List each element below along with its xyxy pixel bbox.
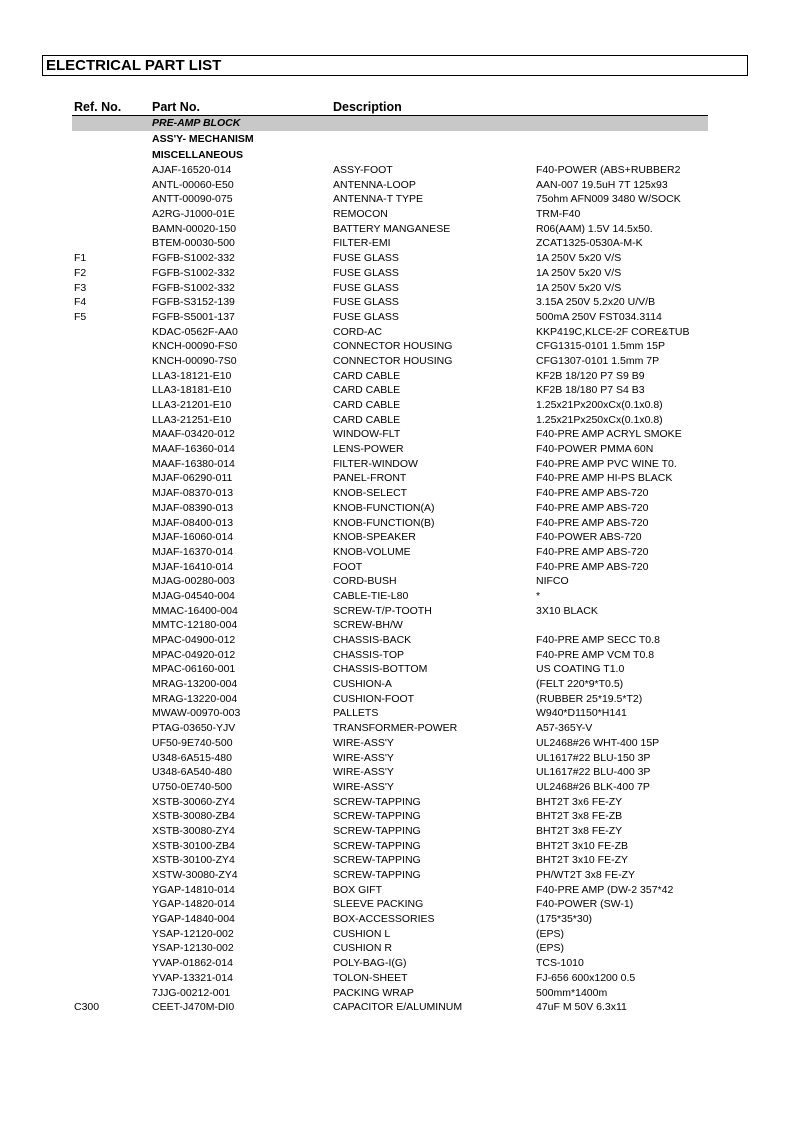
- part-no-cell: XSTB-30100-ZB4: [152, 839, 235, 852]
- table-row: [0, 442, 793, 457]
- description-cell: SCREW-TAPPING: [333, 795, 421, 808]
- description-cell: PALLETS: [333, 707, 379, 720]
- part-no-cell: U750-0E740-500: [152, 780, 232, 793]
- description-cell: SCREW-TAPPING: [333, 824, 421, 837]
- table-row: [0, 706, 793, 721]
- ref-cell: F4: [74, 296, 87, 309]
- description-cell: POLY-BAG-I(G): [333, 957, 407, 970]
- part-no-cell: MAAF-03420-012: [152, 428, 235, 441]
- table-row: [0, 192, 793, 207]
- spec-cell: F40-PRE AMP PVC WINE T0.: [536, 457, 677, 470]
- table-row: [0, 545, 793, 560]
- part-no-cell: MJAG-00280-003: [152, 575, 235, 588]
- spec-cell: 47uF M 50V 6.3x11: [536, 1001, 627, 1014]
- description-cell: PANEL-FRONT: [333, 472, 407, 485]
- table-row: [0, 516, 793, 531]
- part-no-cell: FGFB-S1002-332: [152, 266, 235, 279]
- description-cell: KNOB-FUNCTION(A): [333, 501, 435, 514]
- part-no-cell: PTAG-03650-YJV: [152, 722, 236, 735]
- spec-cell: F40-PRE AMP VCM T0.8: [536, 648, 655, 661]
- spec-cell: F40-PRE AMP SECC T0.8: [536, 634, 660, 646]
- spec-cell: BHT2T 3x8 FE-ZB: [536, 810, 623, 823]
- part-no-cell: ANTL-00060-E50: [152, 178, 234, 191]
- description-cell: LENS-POWER: [333, 443, 404, 456]
- spec-cell: (EPS): [536, 942, 565, 955]
- table-row: [0, 471, 793, 486]
- description-cell: CHASSIS-TOP: [333, 648, 404, 661]
- description-cell: PACKING WRAP: [333, 986, 414, 999]
- table-row: [0, 780, 793, 795]
- description-cell: CUSHION-A: [333, 678, 392, 691]
- spec-cell: (175*35*30): [536, 913, 593, 926]
- part-no-cell: KDAC-0562F-AA0: [152, 325, 238, 338]
- ref-cell: F3: [74, 281, 87, 294]
- part-no-cell: UF50-9E740-500: [152, 736, 233, 749]
- description-cell: TOLON-SHEET: [333, 971, 408, 984]
- part-no-cell: MJAF-08400-013: [152, 516, 234, 529]
- description-cell: CAPACITOR E/ALUMINUM: [333, 1001, 463, 1014]
- part-no-cell: FGFB-S3152-139: [152, 296, 235, 309]
- spec-cell: F40-POWER ABS-720: [536, 531, 642, 544]
- part-no-cell: MPAC-04900-012: [152, 634, 236, 646]
- description-cell: SCREW-T/P-TOOTH: [333, 604, 432, 617]
- part-no-cell: CEET-J470M-DI0: [152, 1001, 235, 1014]
- description-cell: CUSHION-FOOT: [333, 692, 415, 705]
- table-row: [0, 618, 793, 633]
- part-no-cell: KNCH-00090-FS0: [152, 340, 238, 353]
- part-no-cell: YGAP-14840-004: [152, 913, 235, 926]
- part-no-cell: XSTW-30080-ZY4: [152, 869, 238, 881]
- spec-cell: A57-365Y-V: [536, 722, 593, 735]
- description-cell: CHASSIS-BACK: [333, 634, 412, 646]
- part-no-cell: MRAG-13200-004: [152, 678, 238, 691]
- part-no-cell: BTEM-00030-500: [152, 237, 235, 250]
- part-no-cell: YVAP-13321-014: [152, 971, 233, 984]
- table-row: [0, 853, 793, 868]
- description-cell: WIRE-ASS'Y: [333, 736, 394, 749]
- spec-cell: F40-POWER (ABS+RUBBER2: [536, 164, 681, 176]
- spec-cell: 1A 250V 5x20 V/S: [536, 266, 622, 279]
- header-part-no: Part No.: [152, 100, 200, 114]
- part-no-cell: YSAP-12120-002: [152, 927, 234, 940]
- table-row: [0, 398, 793, 413]
- table-row: [0, 941, 793, 956]
- spec-cell: BHT2T 3x10 FE-ZB: [536, 839, 628, 852]
- part-no-cell: XSTB-30080-ZY4: [152, 824, 235, 837]
- part-no-cell: MAAF-16360-014: [152, 443, 235, 456]
- spec-cell: 1A 250V 5x20 V/S: [536, 252, 622, 265]
- header-ref-no: Ref. No.: [74, 100, 122, 114]
- table-row: [0, 413, 793, 428]
- description-cell: TRANSFORMER-POWER: [333, 722, 458, 735]
- table-row: [0, 457, 793, 472]
- spec-cell: BHT2T 3x10 FE-ZY: [536, 854, 628, 867]
- spec-cell: (RUBBER 25*19.5*T2): [536, 692, 643, 705]
- part-no-cell: LLA3-21201-E10: [152, 399, 232, 411]
- spec-cell: (EPS): [536, 927, 565, 940]
- description-cell: FUSE GLASS: [333, 266, 399, 279]
- spec-cell: TRM-F40: [536, 208, 581, 221]
- spec-cell: KF2B 18/120 P7 S9 B9: [536, 369, 645, 382]
- description-cell: FUSE GLASS: [333, 252, 399, 265]
- spec-cell: KKP419C,KLCE-2F CORE&TUB: [536, 325, 690, 338]
- part-no-cell: U348-6A540-480: [152, 766, 232, 779]
- part-no-cell: U348-6A515-480: [152, 751, 232, 764]
- part-no-cell: BAMN-00020-150: [152, 222, 237, 235]
- table-row: [0, 956, 793, 971]
- header-description: Description: [333, 100, 402, 114]
- spec-cell: 1A 250V 5x20 V/S: [536, 281, 622, 294]
- part-no-cell: LLA3-21251-E10: [152, 413, 232, 426]
- table-row: [0, 486, 793, 501]
- spec-cell: CFG1315-0101 1.5mm 15P: [536, 340, 665, 353]
- spec-cell: F40-PRE AMP ABS-720: [536, 487, 649, 500]
- section-title: PRE-AMP BLOCK: [152, 117, 241, 129]
- table-row: [0, 266, 793, 281]
- table-row: [0, 281, 793, 296]
- spec-cell: *: [536, 589, 541, 602]
- description-cell: ANTENNA-T TYPE: [333, 193, 424, 206]
- part-no-cell: LLA3-18181-E10: [152, 384, 232, 397]
- table-row: [0, 927, 793, 942]
- table-row: [0, 971, 793, 986]
- part-no-cell: MJAF-08390-013: [152, 501, 234, 514]
- description-cell: FILTER-EMI: [333, 237, 391, 250]
- table-row: [0, 648, 793, 663]
- description-cell: CONNECTOR HOUSING: [333, 340, 453, 353]
- description-cell: KNOB-VOLUME: [333, 545, 411, 558]
- part-no-cell: XSTB-30080-ZB4: [152, 810, 235, 823]
- description-cell: BATTERY MANGANESE: [333, 222, 451, 235]
- part-no-cell: MJAF-16410-014: [152, 560, 234, 573]
- part-no-cell: MWAW-00970-003: [152, 707, 241, 720]
- table-row: [0, 501, 793, 516]
- table-row: [0, 574, 793, 589]
- description-cell: CHASSIS-BOTTOM: [333, 663, 428, 676]
- table-row: [0, 530, 793, 545]
- ref-cell: F2: [74, 266, 87, 279]
- spec-cell: 500mm*1400m: [536, 986, 608, 999]
- description-cell: ASSY-FOOT: [333, 164, 393, 176]
- page-title-box: [42, 55, 748, 76]
- spec-cell: TCS-1010: [536, 957, 584, 970]
- table-row: [0, 751, 793, 766]
- description-cell: FILTER-WINDOW: [333, 457, 418, 470]
- part-no-cell: YGAP-14810-014: [152, 883, 235, 896]
- table-row: [0, 824, 793, 839]
- table-row: [0, 236, 793, 251]
- table-row: [0, 795, 793, 810]
- table-row: [0, 692, 793, 707]
- table-row: [0, 662, 793, 677]
- spec-cell: F40-PRE AMP ABS-720: [536, 501, 649, 514]
- part-no-cell: XSTB-30060-ZY4: [152, 795, 235, 808]
- spec-cell: F40-PRE AMP HI-PS BLACK: [536, 472, 673, 485]
- description-cell: SCREW-BH/W: [333, 619, 403, 632]
- spec-cell: 1.25x21Px250xCx(0.1x0.8): [536, 413, 663, 426]
- table-row: [0, 809, 793, 824]
- spec-cell: F40-PRE AMP (DW-2 357*42: [536, 883, 674, 896]
- part-no-cell: KNCH-00090-7S0: [152, 354, 237, 367]
- parts-table: [0, 163, 793, 1015]
- table-row: [0, 325, 793, 340]
- description-cell: ANTENNA-LOOP: [333, 178, 416, 191]
- description-cell: CUSHION L: [333, 927, 391, 940]
- description-cell: SCREW-TAPPING: [333, 810, 421, 823]
- description-cell: SCREW-TAPPING: [333, 854, 421, 867]
- description-cell: FOOT: [333, 560, 363, 573]
- part-no-cell: MPAC-06160-001: [152, 663, 236, 676]
- table-row: [0, 868, 793, 883]
- part-no-cell: MAAF-16380-014: [152, 457, 235, 470]
- ref-cell: C300: [74, 1001, 100, 1014]
- description-cell: SCREW-TAPPING: [333, 869, 421, 881]
- spec-cell: UL2468#26 WHT-400 15P: [536, 736, 660, 749]
- spec-cell: W940*D1150*H141: [536, 707, 627, 720]
- subsection-mechanism: ASS'Y- MECHANISM: [152, 133, 254, 145]
- table-row: [0, 721, 793, 736]
- table-row: [0, 765, 793, 780]
- description-cell: WIRE-ASS'Y: [333, 766, 394, 779]
- spec-cell: KF2B 18/180 P7 S4 B3: [536, 384, 645, 397]
- spec-cell: UL1617#22 BLU-400 3P: [536, 766, 651, 779]
- spec-cell: US COATING T1.0: [536, 663, 625, 676]
- description-cell: FUSE GLASS: [333, 296, 399, 309]
- description-cell: BOX-ACCESSORIES: [333, 913, 435, 926]
- table-row: [0, 369, 793, 384]
- table-row: [0, 1000, 793, 1015]
- spec-cell: UL1617#22 BLU-150 3P: [536, 751, 651, 764]
- section-band: [72, 116, 708, 131]
- spec-cell: ZCAT1325-0530A-M-K: [536, 237, 643, 250]
- spec-cell: BHT2T 3x8 FE-ZY: [536, 824, 623, 837]
- table-row: [0, 986, 793, 1001]
- ref-cell: F1: [74, 252, 87, 265]
- part-no-cell: FGFB-S1002-332: [152, 281, 235, 294]
- table-row: [0, 163, 793, 178]
- description-cell: CARD CABLE: [333, 399, 401, 411]
- spec-cell: F40-PRE AMP ABS-720: [536, 560, 649, 573]
- description-cell: CARD CABLE: [333, 413, 401, 426]
- table-row: [0, 207, 793, 222]
- spec-cell: 500mA 250V FST034.3114: [536, 310, 662, 323]
- part-no-cell: MJAG-04540-004: [152, 589, 235, 602]
- spec-cell: F40-PRE AMP ABS-720: [536, 516, 649, 529]
- table-row: [0, 736, 793, 751]
- part-no-cell: YGAP-14820-014: [152, 898, 235, 911]
- spec-cell: PH/WT2T 3x8 FE-ZY: [536, 869, 635, 881]
- part-no-cell: ANTT-00090-075: [152, 193, 233, 206]
- description-cell: SCREW-TAPPING: [333, 839, 421, 852]
- description-cell: FUSE GLASS: [333, 310, 399, 323]
- spec-cell: NIFCO: [536, 575, 569, 588]
- table-row: [0, 677, 793, 692]
- table-row: [0, 251, 793, 266]
- description-cell: CUSHION R: [333, 942, 392, 955]
- description-cell: FUSE GLASS: [333, 281, 399, 294]
- description-cell: WIRE-ASS'Y: [333, 780, 394, 793]
- table-row: [0, 897, 793, 912]
- table-row: [0, 427, 793, 442]
- description-cell: KNOB-FUNCTION(B): [333, 516, 435, 529]
- table-row: [0, 339, 793, 354]
- description-cell: CARD CABLE: [333, 369, 401, 382]
- description-cell: SLEEVE PACKING: [333, 898, 424, 911]
- spec-cell: BHT2T 3x6 FE-ZY: [536, 795, 623, 808]
- table-row: [0, 560, 793, 575]
- description-cell: KNOB-SELECT: [333, 487, 408, 500]
- spec-cell: R06(AAM) 1.5V 14.5x50.: [536, 222, 653, 235]
- part-no-cell: MRAG-13220-004: [152, 692, 238, 705]
- description-cell: WIRE-ASS'Y: [333, 751, 394, 764]
- description-cell: BOX GIFT: [333, 883, 383, 896]
- spec-cell: 1.25x21Px200xCx(0.1x0.8): [536, 399, 663, 411]
- page-title: ELECTRICAL PART LIST: [46, 57, 222, 74]
- part-no-cell: YSAP-12130-002: [152, 942, 234, 955]
- spec-cell: CFG1307-0101 1.5mm 7P: [536, 354, 660, 367]
- spec-cell: UL2468#26 BLK-400 7P: [536, 780, 650, 793]
- part-no-cell: FGFB-S5001-137: [152, 310, 235, 323]
- subsection-miscellaneous: MISCELLANEOUS: [152, 149, 244, 161]
- table-row: [0, 589, 793, 604]
- part-no-cell: MJAF-16370-014: [152, 545, 234, 558]
- spec-cell: 3.15A 250V 5.2x20 U/V/B: [536, 296, 656, 309]
- spec-cell: F40-PRE AMP ACRYL SMOKE: [536, 428, 682, 441]
- spec-cell: 75ohm AFN009 3480 W/SOCK: [536, 193, 681, 206]
- description-cell: KNOB-SPEAKER: [333, 531, 416, 544]
- table-row: [0, 178, 793, 193]
- part-no-cell: YVAP-01862-014: [152, 957, 233, 970]
- table-row: [0, 310, 793, 325]
- spec-cell: AAN-007 19.5uH 7T 125x93: [536, 178, 668, 191]
- table-row: [0, 295, 793, 310]
- part-no-cell: MJAF-06290-011: [152, 472, 233, 485]
- description-cell: CARD CABLE: [333, 384, 401, 397]
- table-row: [0, 222, 793, 237]
- description-cell: CABLE-TIE-L80: [333, 589, 409, 602]
- part-no-cell: AJAF-16520-014: [152, 164, 232, 176]
- table-row: [0, 883, 793, 898]
- ref-cell: F5: [74, 310, 87, 323]
- part-no-cell: LLA3-18121-E10: [152, 369, 232, 382]
- description-cell: CORD-BUSH: [333, 575, 397, 588]
- spec-cell: FJ-656 600x1200 0.5: [536, 971, 636, 984]
- description-cell: WINDOW-FLT: [333, 428, 401, 441]
- table-row: [0, 383, 793, 398]
- spec-cell: 3X10 BLACK: [536, 604, 598, 617]
- description-cell: CONNECTOR HOUSING: [333, 354, 453, 367]
- spec-cell: F40-POWER PMMA 60N: [536, 443, 654, 456]
- table-row: [0, 354, 793, 369]
- spec-cell: F40-POWER (SW-1): [536, 898, 634, 911]
- spec-cell: F40-PRE AMP ABS-720: [536, 545, 649, 558]
- part-no-cell: MJAF-16060-014: [152, 531, 234, 544]
- spec-cell: (FELT 220*9*T0.5): [536, 678, 624, 691]
- table-row: [0, 604, 793, 619]
- part-no-cell: MMTC-12180-004: [152, 619, 238, 632]
- part-no-cell: MMAC-16400-004: [152, 604, 238, 617]
- table-row: [0, 839, 793, 854]
- part-no-cell: MPAC-04920-012: [152, 648, 236, 661]
- description-cell: REMOCON: [333, 208, 388, 221]
- part-no-cell: XSTB-30100-ZY4: [152, 854, 235, 867]
- part-no-cell: FGFB-S1002-332: [152, 252, 235, 265]
- part-no-cell: 7JJG-00212-001: [152, 986, 231, 999]
- description-cell: CORD-AC: [333, 325, 382, 338]
- table-row: [0, 633, 793, 648]
- table-row: [0, 912, 793, 927]
- part-no-cell: A2RG-J1000-01E: [152, 208, 235, 221]
- part-no-cell: MJAF-08370-013: [152, 487, 234, 500]
